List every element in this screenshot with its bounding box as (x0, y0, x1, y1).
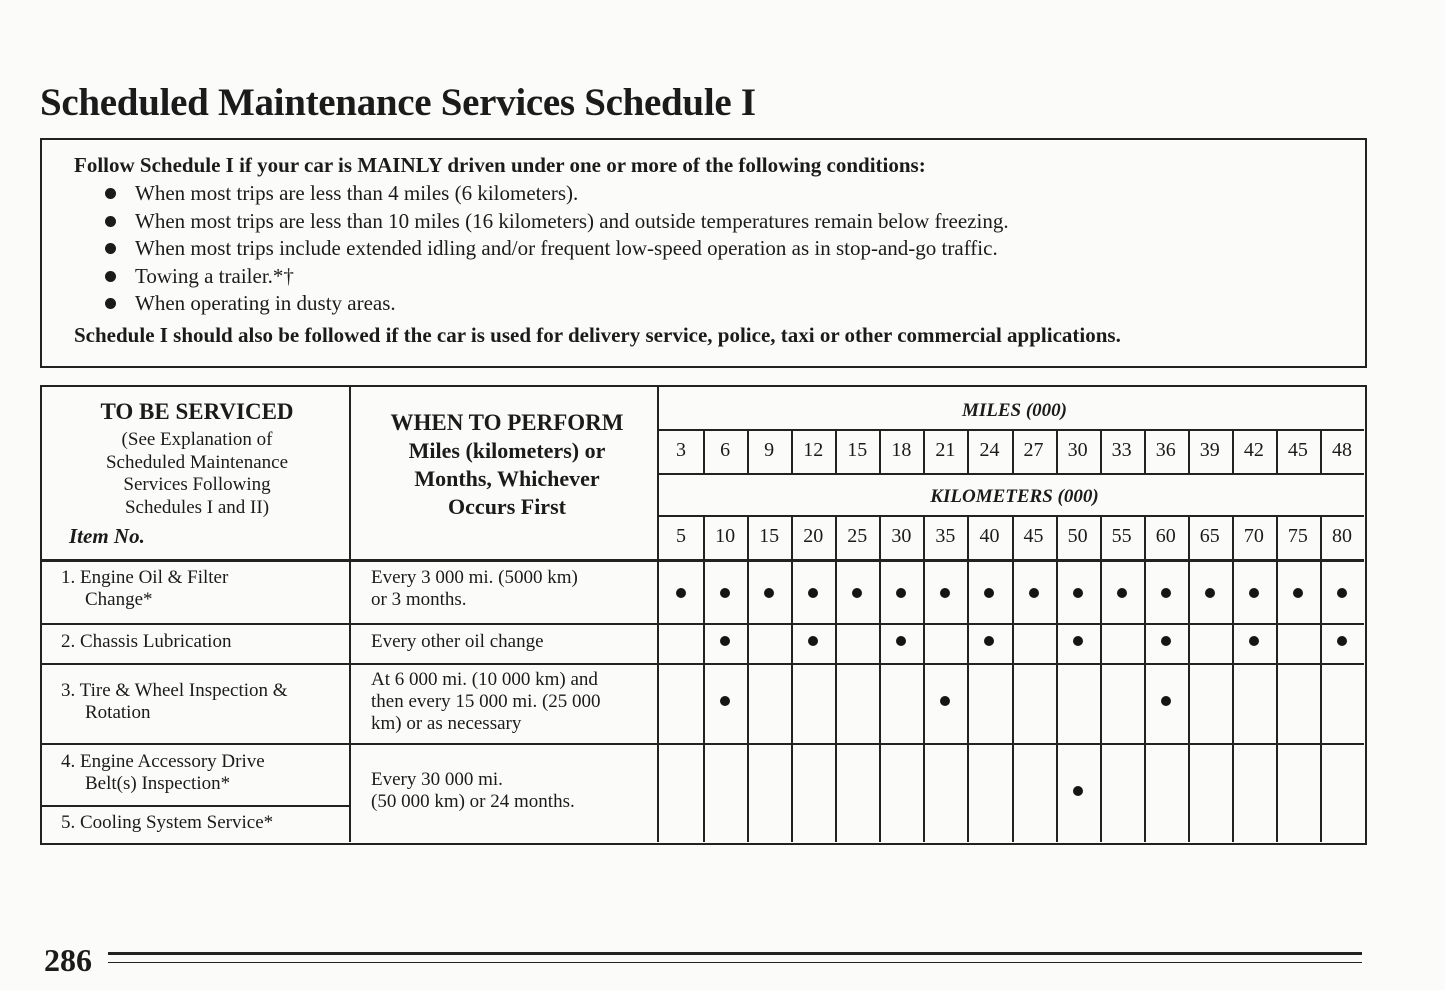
condition-item: When most trips are less than 10 miles (16 kilometers) and outside temperatures remain below freezing. (105, 208, 1335, 236)
interval-divider (1012, 515, 1014, 842)
service-mark-dot (984, 636, 994, 646)
service-mark-dot (808, 636, 818, 646)
service-mark-dot (1293, 588, 1303, 598)
kilometers-interval-label: 65 (1199, 525, 1220, 547)
page-title: Scheduled Maintenance Services Schedule I (40, 81, 756, 124)
kilometers-interval-label: 30 (891, 525, 912, 547)
kilometers-interval-label: 75 (1287, 525, 1308, 547)
when-row-4-5: Every 30 000 mi. (50 000 km) or 24 months. (371, 769, 575, 812)
item-no-label: Item No. (69, 524, 145, 548)
miles-interval-label: 21 (935, 439, 956, 461)
service-mark-dot (1073, 588, 1083, 598)
service-mark-dot (852, 588, 862, 598)
kilometers-interval-label: 40 (979, 525, 1000, 547)
conditions-heading: Follow Schedule I if your car is MAINLY driven under one or more of the following conditions: (74, 153, 926, 177)
miles-interval-label: 39 (1199, 439, 1220, 461)
conditions-box (40, 138, 1367, 368)
interval-divider (791, 515, 793, 842)
maintenance-schedule-table (40, 385, 1367, 845)
conditions-footer: Schedule I should also be followed if the car is used for delivery service, police, taxi or other commercial applications. (74, 322, 1121, 347)
miles-header: MILES (000) (961, 400, 1068, 421)
when-row-2: Every other oil change (371, 631, 544, 652)
interval-divider (1056, 515, 1058, 842)
service-row-4: 4. Engine Accessory Drive Belt(s) Inspection* (61, 751, 265, 794)
to-be-serviced-title: TO BE SERVICED (100, 399, 294, 424)
service-mark-dot (1029, 588, 1039, 598)
interval-divider (703, 515, 705, 842)
kilometers-interval-label: 50 (1067, 525, 1088, 547)
miles-interval-label: 36 (1155, 439, 1176, 461)
interval-divider (1188, 515, 1190, 842)
service-mark-dot (720, 696, 730, 706)
service-mark-dot (764, 588, 774, 598)
miles-interval-label: 18 (891, 439, 912, 461)
service-mark-dot (720, 636, 730, 646)
bullet-icon (105, 216, 116, 227)
kilometers-interval-label: 45 (1023, 525, 1044, 547)
service-row-1: 1. Engine Oil & Filter Change* (61, 567, 229, 610)
interval-divider (1320, 515, 1322, 842)
service-mark-dot (1337, 588, 1347, 598)
kilometers-interval-label: 15 (759, 525, 780, 547)
service-mark-dot (1117, 588, 1127, 598)
miles-interval-label: 42 (1243, 439, 1264, 461)
col-divider (349, 387, 351, 842)
to-be-serviced-header (42, 399, 352, 519)
miles-interval-label: 30 (1067, 439, 1088, 461)
kilometers-interval-label: 55 (1111, 525, 1132, 547)
service-mark-dot (720, 588, 730, 598)
interval-divider (1232, 515, 1234, 842)
to-be-serviced-note: (See Explanation of Scheduled Maintenance Services Following Schedules I and II) (105, 429, 288, 518)
when-row-3: At 6 000 mi. (10 000 km) and then every 15 000 mi. (25 000 km) or as necessary (371, 669, 601, 734)
when-to-perform-title: WHEN TO PERFORM (390, 410, 624, 435)
service-mark-dot (676, 588, 686, 598)
condition-item: When most trips are less than 4 miles (6 kilometers). (105, 180, 1335, 208)
bullet-icon (105, 271, 116, 282)
interval-divider (1100, 515, 1102, 842)
service-mark-dot (1161, 696, 1171, 706)
kilometers-interval-label: 80 (1331, 525, 1352, 547)
footer-rule (108, 952, 1362, 955)
condition-item: When operating in dusty areas. (105, 290, 1335, 318)
service-mark-dot (1249, 588, 1259, 598)
miles-interval-label: 12 (803, 439, 824, 461)
service-mark-dot (940, 588, 950, 598)
interval-divider (923, 515, 925, 842)
kilometers-interval-label: 70 (1243, 525, 1264, 547)
service-mark-dot (808, 588, 818, 598)
when-row-1: Every 3 000 mi. (5000 km) or 3 months. (371, 567, 578, 610)
interval-divider (1144, 515, 1146, 842)
service-mark-dot (1073, 786, 1083, 796)
interval-divider (879, 515, 881, 842)
kilometers-interval-label: 20 (803, 525, 824, 547)
kilometers-interval-label: 35 (935, 525, 956, 547)
kilometers-interval-label: 25 (847, 525, 868, 547)
miles-interval-label: 3 (676, 439, 687, 461)
service-mark-dot (896, 588, 906, 598)
service-mark-dot (940, 696, 950, 706)
miles-interval-label: 27 (1023, 439, 1044, 461)
service-row-2: 2. Chassis Lubrication (61, 631, 232, 652)
miles-interval-label: 45 (1287, 439, 1308, 461)
miles-interval-label: 24 (979, 439, 1000, 461)
miles-interval-label: 48 (1331, 439, 1352, 461)
interval-divider (1276, 515, 1278, 842)
bullet-icon (105, 298, 116, 309)
kilometers-header: KILOMETERS (000) (930, 486, 1099, 507)
conditions-list (105, 180, 1335, 318)
miles-interval-label: 33 (1111, 439, 1132, 461)
service-row-5: 5. Cooling System Service* (61, 812, 274, 833)
interval-divider (835, 515, 837, 842)
kilometers-interval-label: 60 (1155, 525, 1176, 547)
kilometers-interval-label: 5 (676, 525, 687, 547)
service-mark-dot (896, 636, 906, 646)
row-divider (42, 805, 349, 807)
miles-interval-label: 15 (847, 439, 868, 461)
condition-item: When most trips include extended idling and/or frequent low-speed operation as in stop-and-go traffic. (105, 235, 1335, 263)
footer-rule-thin (108, 962, 1362, 963)
service-mark-dot (1161, 588, 1171, 598)
interval-divider (967, 515, 969, 842)
miles-interval-label: 6 (720, 439, 731, 461)
service-mark-dot (1073, 636, 1083, 646)
interval-divider (747, 515, 749, 842)
service-mark-dot (1249, 636, 1259, 646)
service-mark-dot (1205, 588, 1215, 598)
when-to-perform-header: WHEN TO PERFORM Miles (kilometers) or Months, Whichever Occurs First (354, 409, 660, 521)
service-mark-dot (1337, 636, 1347, 646)
bullet-icon (105, 188, 116, 199)
condition-item: Towing a trailer.*† (105, 263, 1335, 291)
service-mark-dot (1161, 636, 1171, 646)
page-number: 286 (44, 942, 92, 978)
service-mark-dot (984, 588, 994, 598)
miles-interval-label: 9 (764, 439, 775, 461)
band-divider (659, 473, 1364, 475)
service-row-3: 3. Tire & Wheel Inspection & Rotation (61, 680, 288, 723)
bullet-icon (105, 243, 116, 254)
kilometers-interval-label: 10 (715, 525, 736, 547)
